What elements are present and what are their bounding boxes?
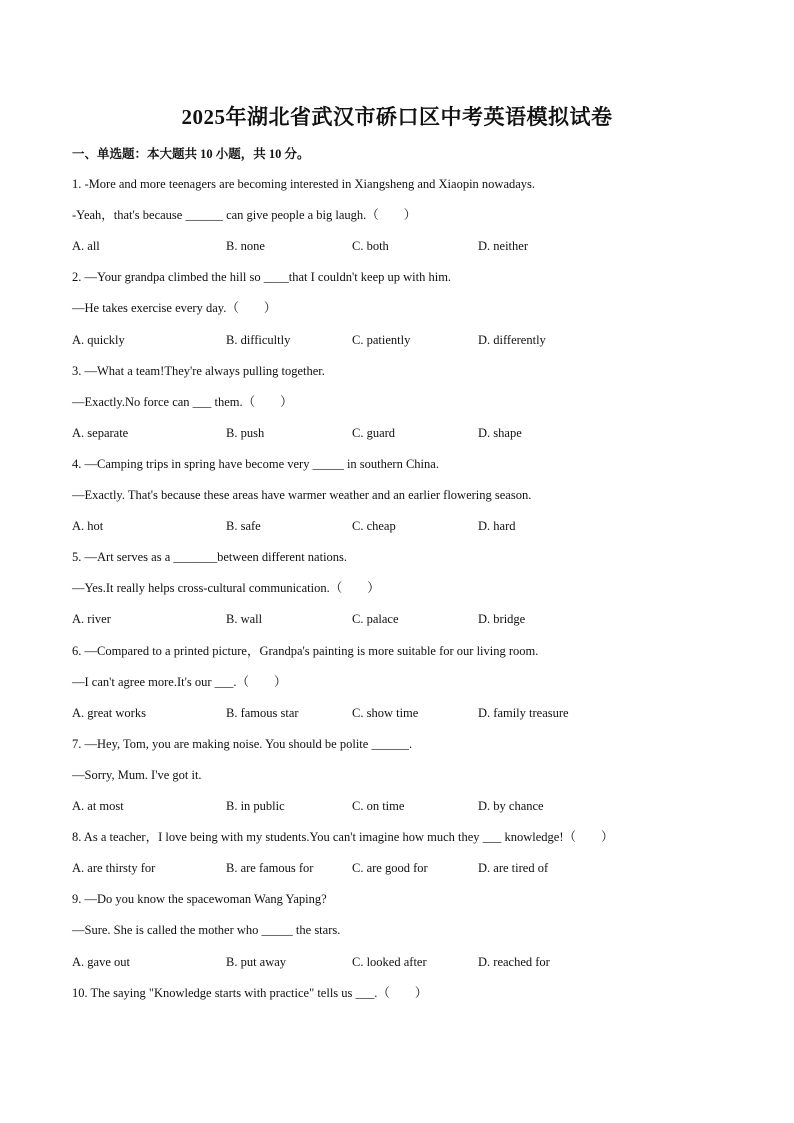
question-stem: 1. -More and more teenagers are becoming interested in Xiangsheng and Xiaopin nowadays. [72,177,536,191]
answer-option: B. difficultly [226,332,291,347]
answer-option: D. hard [478,519,516,534]
answer-option: D. shape [478,425,522,440]
question-stem: 2. —Your grandpa climbed the hill so ____that I couldn't keep up with him. [72,270,452,285]
answer-option: C. show time [352,705,419,720]
answer-option: C. patiently [352,332,411,347]
question-stem: 4. —Camping trips in spring have become very _____ in southern China. [72,456,439,471]
answer-option: D. neither [478,239,528,254]
question-dialogue-line: —Exactly. That's because these areas have warmer weather and an earlier flowering season. [72,488,532,502]
question-stem: 10. The saying "Knowledge starts with practice" tells us ___.（ ） [72,985,428,1000]
answer-option: B. in public [226,799,285,813]
question-dialogue-line: —I can't agree more.It's our ___.（ ） [72,674,287,689]
answer-options [72,610,732,628]
answer-option: D. differently [478,332,546,347]
question-stem: 5. —Art serves as a _______between different nations. [72,550,348,565]
answer-option: B. famous star [226,705,299,720]
answer-option: C. guard [352,425,396,440]
section-heading: 一、单选题：本大题共 10 小题，共 10 分。 [72,147,310,161]
question-stem: 9. —Do you know the spacewoman Wang Yaping? [72,892,327,907]
answer-option: D. family treasure [478,705,569,720]
answer-option: D. bridge [478,612,526,627]
answer-option: A. quickly [72,332,125,347]
answer-option: B. put away [226,954,287,969]
answer-option: C. are good for [352,861,428,876]
question-dialogue-line: —Sure. She is called the mother who _____ the stars. [72,923,341,938]
answer-option: B. safe [226,519,261,534]
answer-options [72,424,732,442]
page-title: 2025年湖北省武汉市硚口区中考英语模拟试卷 [181,105,613,129]
answer-option: C. cheap [352,519,396,534]
answer-option: C. looked after [352,954,427,969]
answer-options [72,704,732,722]
answer-options [72,237,732,255]
question-stem: 7. —Hey, Tom, you are making noise. You should be polite ______. [72,736,413,751]
answer-option: A. great works [72,705,146,720]
answer-option: B. push [226,425,265,440]
answer-option: A. hot [72,519,104,534]
question-stem: 8. As a teacher，I love being with my students.You can't imagine how much they ___ knowledge!（ ） [72,830,614,845]
answer-option: A. gave out [72,954,130,969]
answer-option: A. all [72,239,100,254]
question-dialogue-line: —Exactly.No force can ___ them.（ ） [72,394,293,409]
answer-option: C. both [352,239,389,254]
answer-options [72,517,732,535]
answer-option: C. palace [352,612,399,627]
question-dialogue-line: —Sorry, Mum. I've got it. [72,767,202,782]
answer-options [72,953,732,971]
answer-option: B. none [226,239,265,254]
answer-option: C. on time [352,799,405,813]
question-dialogue-line: -Yeah，that's because ______ can give people a big laugh.（ ） [72,208,417,223]
answer-option: B. are famous for [226,861,314,876]
question-dialogue-line: —He takes exercise every day.（ ） [72,301,277,316]
answer-option: D. by chance [478,799,544,813]
question-stem: 3. —What a team!They're always pulling together. [72,363,325,378]
answer-options [72,859,732,877]
answer-option: A. at most [72,799,124,813]
answer-option: A. are thirsty for [72,861,156,876]
answer-option: D. reached for [478,954,550,969]
answer-option: B. wall [226,612,263,627]
answer-options [72,331,732,349]
answer-option: A. separate [72,425,129,440]
question-dialogue-line: —Yes.It really helps cross-cultural communication.（ ） [72,581,380,596]
question-stem: 6. —Compared to a printed picture，Grandpa's painting is more suitable for our living room. [72,643,539,658]
answer-options [72,797,732,815]
answer-option: A. river [72,612,111,627]
answer-option: D. are tired of [478,861,549,876]
